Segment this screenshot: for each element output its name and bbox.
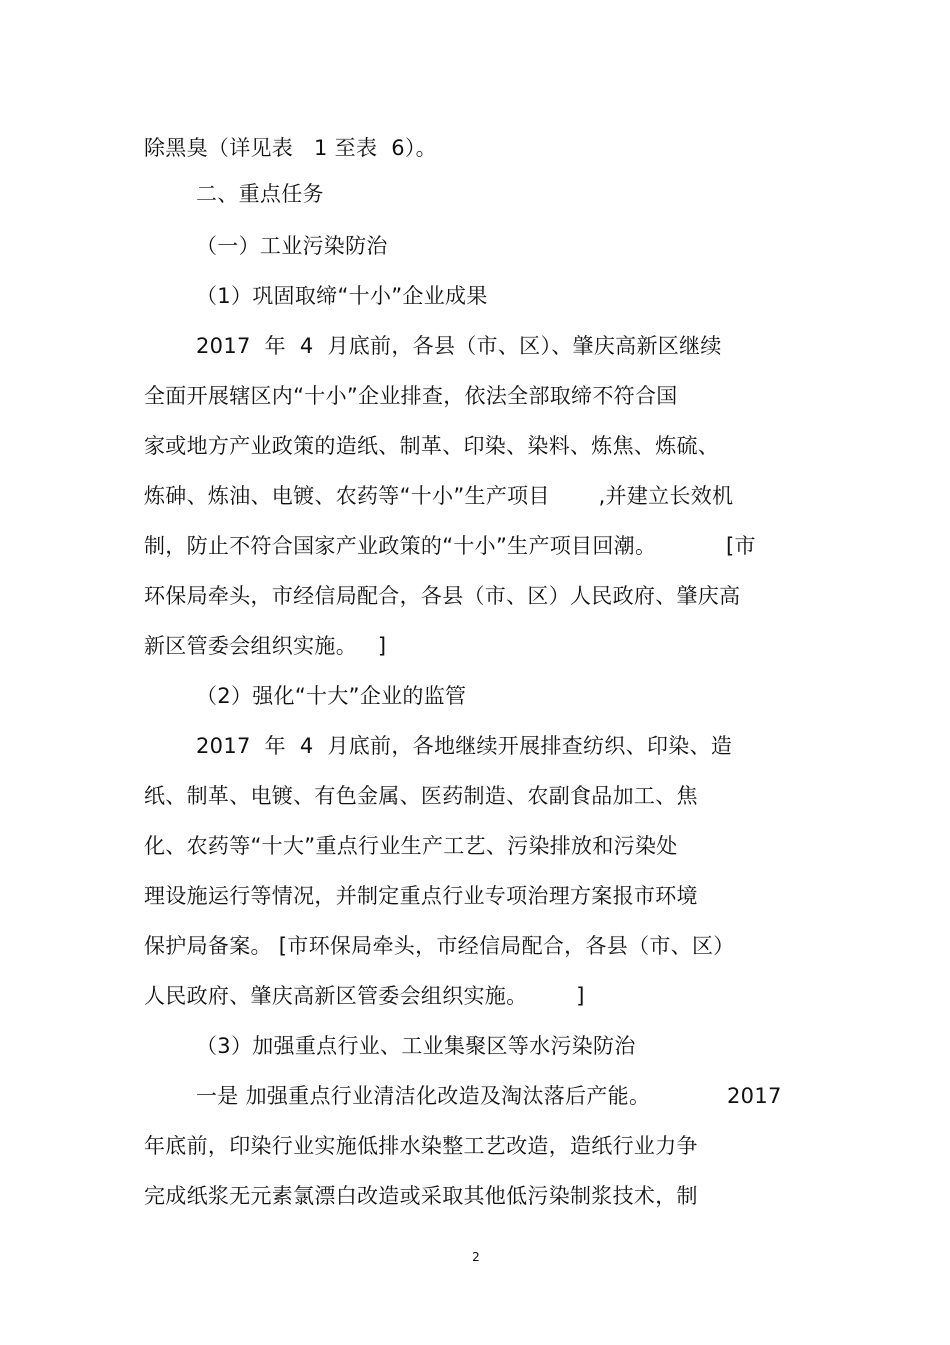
paragraph-line: 完成纸浆无元素氯漂白改造或采取其他低污染制浆技术，制 — [144, 1184, 698, 1208]
paragraph-line: 家或地方产业政策的造纸、制革、印染、染料、炼焦、炼硫、 — [144, 434, 720, 458]
paragraph-line: 理设施运行等情况，并制定重点行业专项治理方案报市环境 — [144, 884, 698, 908]
item-heading-3: （3）加强重点行业、工业集聚区等水污染防治 — [196, 1034, 636, 1058]
paragraph-line: 纸、制革、电镀、有色金属、医药制造、农副食品加工、焦 — [144, 784, 698, 808]
paragraph-line: 2017 年 4 月底前，各地继续开展排查纺织、印染、造 — [196, 734, 733, 758]
paragraph-line: 保护局备案。 [市环保局牵头，市经信局配合，各县（市、区） — [144, 934, 735, 958]
item-heading-1: （1）巩固取缔“十小”企业成果 — [196, 284, 488, 308]
item-heading-2: （2）强化“十大”企业的监管 — [196, 684, 467, 708]
paragraph-line: 制，防止不符合国家产业政策的“十小”生产项目回潮。 [市 — [144, 534, 756, 558]
paragraph-line: 新区管委会组织实施。 ] — [144, 634, 387, 658]
paragraph-line: 年底前，印染行业实施低排水染整工艺改造，造纸行业力争 — [144, 1134, 698, 1158]
paragraph-line: 2017 年 4 月底前，各县（市、区）、肇庆高新区继续 — [196, 334, 722, 358]
paragraph-line: 化、农药等“十大”重点行业生产工艺、污染排放和污染处 — [144, 834, 678, 858]
page-number: 2 — [472, 1250, 480, 1264]
subsection-heading-industrial-pollution: （一）工业污染防治 — [196, 234, 388, 258]
paragraph-line: 全面开展辖区内“十小”企业排查，依法全部取缔不符合国 — [144, 384, 678, 408]
section-heading-key-tasks: 二、重点任务 — [196, 182, 324, 206]
paragraph-line: 一是 加强重点行业清洁化改造及淘汰落后产能。 2017 — [196, 1084, 782, 1108]
paragraph-line: 环保局牵头，市经信局配合，各县（市、区）人民政府、肇庆高 — [144, 584, 741, 608]
paragraph-line: 炼砷、炼油、电镀、农药等“十小”生产项目 ,并建立长效机 — [144, 484, 734, 508]
text-line-continuation: 除黑臭（详见表 1 至表 6）。 — [144, 136, 437, 160]
paragraph-line: 人民政府、肇庆高新区管委会组织实施。 ] — [144, 984, 585, 1008]
